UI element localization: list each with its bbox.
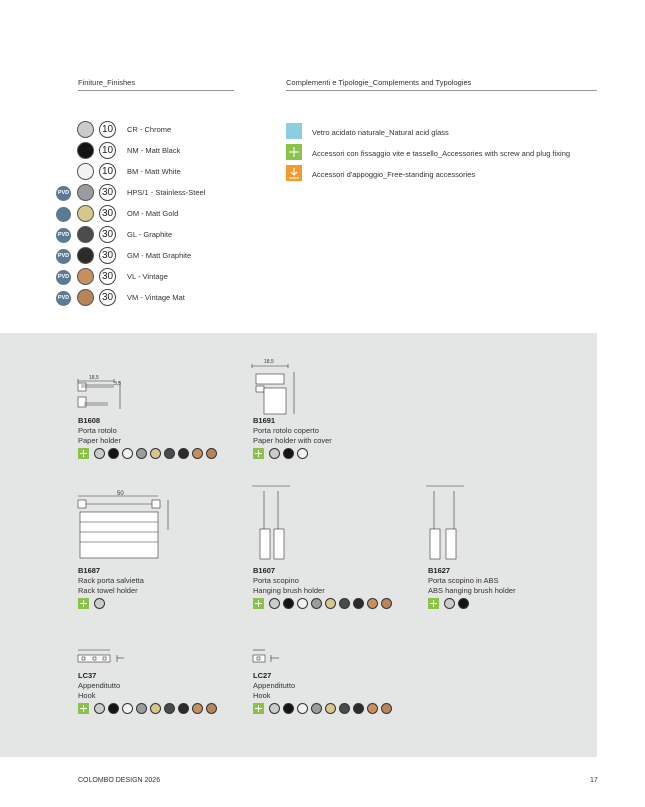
- screw-plug-icon: [286, 144, 302, 160]
- finish-dot: [269, 703, 280, 714]
- finish-dot: [164, 703, 175, 714]
- footer-brand: COLOMBO DESIGN 2026: [78, 777, 161, 784]
- finish-dot: [283, 598, 294, 609]
- screw-plug-icon: [78, 703, 89, 714]
- b1608-dim: 18,5: [89, 375, 99, 381]
- finish-dot: [339, 598, 350, 609]
- finish-dot: [283, 448, 294, 459]
- finish-dot: [206, 448, 217, 459]
- pvd-dot: [56, 207, 71, 222]
- finish-dot: [206, 703, 217, 714]
- complements-header: Complementi e Tipologie_Complements and Typologies: [286, 78, 472, 87]
- finish-dot: [94, 448, 105, 459]
- finish-swatch: [77, 226, 94, 243]
- product-card: [253, 566, 325, 595]
- finish-dot: [381, 703, 392, 714]
- acid-glass-icon: [286, 123, 302, 139]
- pvd-badge: PVD: [56, 270, 71, 285]
- finish-dot: [122, 448, 133, 459]
- product-code: B1608: [78, 416, 101, 425]
- finish-swatch: [77, 205, 94, 222]
- finish-dot: [353, 598, 364, 609]
- finish-label: BM - Matt White: [127, 167, 181, 176]
- finish-swatch: [77, 184, 94, 201]
- finish-dot: [283, 703, 294, 714]
- lc37-drawing: [76, 646, 136, 666]
- screw-plug-icon: [78, 448, 89, 459]
- finish-dot: [297, 598, 308, 609]
- finish-dot: [339, 703, 350, 714]
- warranty-years: 30: [99, 184, 116, 201]
- b1627-drawing: [424, 483, 474, 561]
- finish-swatch: [77, 142, 94, 159]
- lc27-drawing: [251, 646, 291, 666]
- product-code: B1691: [253, 416, 276, 425]
- product-code: LC27: [253, 671, 272, 680]
- finish-dot: [269, 448, 280, 459]
- product-name-en: Hook: [78, 690, 96, 700]
- product-code: B1687: [78, 566, 101, 575]
- finish-dot: [164, 448, 175, 459]
- finish-dot: [122, 703, 133, 714]
- finish-swatch: [77, 268, 94, 285]
- complement-label: Accessori con fissaggio vite e tassello_Accessories with screw and plug fixing: [312, 149, 571, 158]
- product-name-en: Hanging brush holder: [253, 585, 325, 595]
- finish-label: NM - Matt Black: [127, 146, 181, 155]
- finish-label: GL - Graphite: [127, 230, 173, 239]
- pvd-badge: PVD: [56, 186, 71, 201]
- b1691-drawing: [250, 360, 300, 418]
- finish-label: VM - Vintage Mat: [127, 293, 185, 302]
- finish-dot: [444, 598, 455, 609]
- b1691-dim: 18,5: [264, 359, 274, 365]
- finish-dot: [381, 598, 392, 609]
- finish-label: VL - Vintage: [127, 272, 168, 281]
- b1608-dim: 3,5: [114, 381, 121, 387]
- pvd-badge: PVD: [56, 249, 71, 264]
- product-name-it: Porta rotolo: [78, 426, 117, 435]
- finish-label: HPS/1 - Stainless-Steel: [127, 188, 206, 197]
- finish-options: [253, 703, 392, 714]
- finish-dot: [325, 703, 336, 714]
- warranty-years: 10: [99, 163, 116, 180]
- finish-label: OM - Matt Gold: [127, 209, 179, 218]
- screw-plug-icon: [253, 598, 264, 609]
- product-name-it: Appenditutto: [253, 681, 296, 690]
- finish-options: [78, 703, 217, 714]
- finish-dot: [353, 703, 364, 714]
- product-card: [78, 671, 120, 700]
- divider: [286, 90, 597, 91]
- warranty-years: 10: [99, 142, 116, 159]
- product-name-en: Paper holder: [78, 435, 121, 445]
- product-card: [78, 566, 144, 595]
- screw-plug-icon: [78, 598, 89, 609]
- finish-dot: [94, 703, 105, 714]
- screw-plug-icon: [253, 448, 264, 459]
- b1687-dim: 50: [117, 491, 124, 497]
- complement-label: Vetro acidato naturale_Natural acid glass: [312, 128, 449, 137]
- pvd-badge: PVD: [56, 228, 71, 243]
- warranty-years: 30: [99, 247, 116, 264]
- pvd-badge: PVD: [56, 291, 71, 306]
- finish-options: [78, 598, 105, 609]
- finish-dot: [367, 703, 378, 714]
- finish-swatch: [77, 163, 94, 180]
- finish-dot: [192, 448, 203, 459]
- finish-dot: [269, 598, 280, 609]
- finish-dot: [150, 448, 161, 459]
- product-name-en: Hook: [253, 690, 271, 700]
- warranty-years: 30: [99, 289, 116, 306]
- product-code: B1607: [253, 566, 276, 575]
- product-name-en: Paper holder with cover: [253, 435, 332, 445]
- finish-dot: [297, 703, 308, 714]
- finish-dot: [311, 598, 322, 609]
- finish-dot: [136, 448, 147, 459]
- finish-dot: [192, 703, 203, 714]
- finish-dot: [178, 448, 189, 459]
- finish-label: CR - Chrome: [127, 125, 172, 134]
- product-name-it: Appenditutto: [78, 681, 121, 690]
- free-standing-icon: [286, 165, 302, 181]
- finish-dot: [458, 598, 469, 609]
- b1607-drawing: [250, 483, 300, 561]
- finish-dot: [311, 703, 322, 714]
- finish-label: GM - Matt Graphite: [127, 251, 192, 260]
- finish-options: [428, 598, 469, 609]
- finish-dot: [108, 703, 119, 714]
- complement-label: Accessori d'appoggio_Free-standing accessories: [312, 170, 476, 179]
- product-name-it: Rack porta salvietta: [78, 576, 144, 585]
- warranty-years: 10: [99, 121, 116, 138]
- finish-dot: [94, 598, 105, 609]
- product-name-en: ABS hanging brush holder: [428, 585, 516, 595]
- product-card: [253, 671, 295, 700]
- finishes-header: Finiture_Finishes: [78, 78, 136, 87]
- finish-swatch: [77, 121, 94, 138]
- b1608-drawing: [76, 373, 128, 413]
- finish-options: [78, 448, 217, 459]
- product-code: B1627: [428, 566, 451, 575]
- finish-options: [253, 448, 308, 459]
- warranty-years: 30: [99, 226, 116, 243]
- divider: [78, 90, 234, 91]
- finish-dot: [325, 598, 336, 609]
- screw-plug-icon: [428, 598, 439, 609]
- finish-dot: [150, 703, 161, 714]
- product-card: [428, 566, 516, 595]
- finish-options: [253, 598, 392, 609]
- product-name-it: Porta rotolo coperto: [253, 426, 319, 435]
- warranty-years: 30: [99, 205, 116, 222]
- product-code: LC37: [78, 671, 97, 680]
- product-card: [253, 416, 332, 445]
- product-name-it: Porta scopino: [253, 576, 299, 585]
- product-name-en: Rack towel holder: [78, 585, 138, 595]
- finish-dot: [297, 448, 308, 459]
- screw-plug-icon: [253, 703, 264, 714]
- finish-swatch: [77, 247, 94, 264]
- product-card: [78, 416, 121, 445]
- finish-dot: [178, 703, 189, 714]
- finish-dot: [108, 448, 119, 459]
- b1687-drawing: [76, 494, 176, 564]
- warranty-years: 30: [99, 268, 116, 285]
- page-number: 17: [590, 777, 598, 784]
- finish-dot: [136, 703, 147, 714]
- finish-swatch: [77, 289, 94, 306]
- product-name-it: Porta scopino in ABS: [428, 576, 499, 585]
- finish-dot: [367, 598, 378, 609]
